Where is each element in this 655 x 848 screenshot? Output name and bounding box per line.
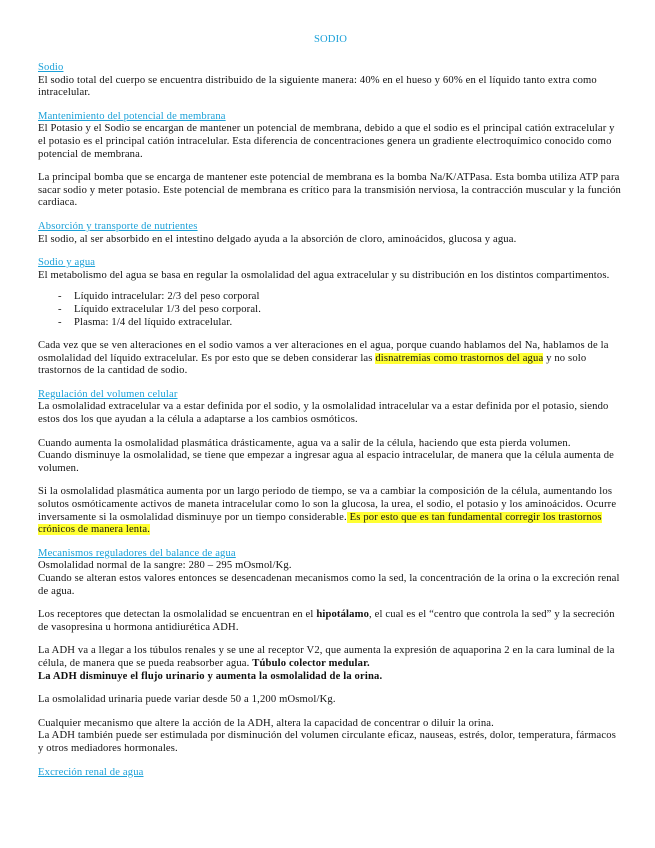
paragraph: El sodio total del cuerpo se encuentra distribuido de la siguiente manera: 40% en el hueso y 60% en el líquido tanto extra como intracelular. xyxy=(38,74,597,99)
section-membrana xyxy=(38,111,623,210)
section-volumen xyxy=(38,389,623,537)
text-span: Los receptores que detectan la osmolalidad se encuentran en el xyxy=(38,609,317,621)
heading-mecanismos: Mecanismos reguladores del balance de agua xyxy=(38,547,236,559)
heading-volumen: Regulación del volumen celular xyxy=(38,388,178,400)
paragraph: La osmolalidad urinaria puede variar desde 50 a 1,200 mOsmol/Kg. xyxy=(38,694,336,706)
bold-text: La ADH disminuye el flujo urinario y aumenta la osmolalidad de la orina. xyxy=(38,670,383,682)
compartment-list xyxy=(38,291,623,329)
paragraph xyxy=(38,340,623,378)
section-excrecion xyxy=(38,767,623,780)
section-mecanismos xyxy=(38,548,623,756)
paragraph: Osmolalidad normal de la sangre: 280 – 295 mOsmol/Kg. xyxy=(38,560,292,572)
heading-sodio: Sodio xyxy=(38,62,64,73)
paragraph xyxy=(38,609,623,634)
text-span: La ADH va a llegar a los túbulos renales y se une al receptor V2, que aumenta la expresión de aquaporina 2 en la cara luminal de la célula, de manera que se pueda reabsorber agua. xyxy=(38,645,615,669)
paragraph: El metabolismo del agua se basa en regular la osmolalidad del agua extracelular y su distribución en los distintos compartimentos. xyxy=(38,269,610,281)
highlighted-text: Es por esto que es tan fundamental corregir los trastornos crónicos de manera lenta. xyxy=(38,511,602,536)
paragraph xyxy=(38,671,623,684)
text-span: y no solo trastornos de la cantidad de sodio. xyxy=(38,352,587,377)
heading-agua: Sodio y agua xyxy=(38,257,96,269)
bold-text: hipotálamo xyxy=(316,609,370,621)
paragraph: Cuando aumenta la osmolalidad plasmática drásticamente, agua va a salir de la célula, haciendo que esta pierda volumen. xyxy=(38,437,571,449)
paragraph: La osmolalidad extracelular va a estar definida por el sodio, y la osmolalidad intracelular va a estar definida por el potasio, siendo estos dos los que ayudan a la célula a adaptarse a los cambios osmóticos. xyxy=(38,401,609,426)
paragraph: El sodio, al ser absorbido en el intestino delgado ayuda a la absorción de cloro, aminoácidos, glucosa y agua. xyxy=(38,233,517,245)
paragraph: La ADH también puede ser estimulada por disminución del volumen circulante eficaz, nauseas, estrés, dolor, temperatura, fármacos y otros mediadores hormonales. xyxy=(38,730,616,754)
list-item: - Líquido intracelular: 2/3 del peso corporal xyxy=(38,291,623,304)
highlighted-text: disnatremias como trastornos del agua xyxy=(375,352,544,364)
list-item: - Plasma: 1/4 del líquido extracelular. xyxy=(38,317,623,330)
paragraph: Cuando se alteran estos valores entonces se desencadenan mecanismos como la sed, la concentración de la orina o la excreción renal de agua. xyxy=(38,573,620,597)
paragraph: Cualquier mecanismo que altere la acción de la ADH, altera la capacidad de concentrar o diluir la orina. xyxy=(38,717,494,729)
heading-membrana: Mantenimiento del potencial de membrana xyxy=(38,110,226,122)
paragraph xyxy=(38,486,623,536)
paragraph xyxy=(38,645,623,670)
list-item: - Líquido extracelular 1/3 del peso corporal. xyxy=(38,304,623,317)
text-span: , el cual es el “centro que controla la sed” y la secreción de vasopresina u hormona antidiurética ADH. xyxy=(38,609,615,633)
paragraph: Cuando disminuye la osmolalidad, se tiene que empezar a ingresar agua al espacio intracelular, de manera que la célula aumenta de volumen. xyxy=(38,450,615,474)
section-sodio xyxy=(38,62,623,100)
paragraph: La principal bomba que se encarga de mantener este potencial de membrana es la bomba Na/K/ATPasa. Esta bomba utiliza ATP para sacar sodio y meter potasio. Este potencial de membrana es crítico para la transmisión nerviosa, la contracción muscular y la función cardiaca. xyxy=(38,172,621,209)
text-span: Si la osmolalidad plasmática aumenta por un largo periodo de tiempo, se va a cambiar la composición de la célula, aumentando los solutos osmóticamente activos de maneta intracelular como lo son la glucosa, la urea, el sodio, el potasio y los aminoácidos. Ocurre inversamente si la osmolalidad disminuye por un tiempo considerable. xyxy=(38,486,617,523)
section-agua xyxy=(38,257,623,378)
paragraph: El Potasio y el Sodio se encargan de mantener un potencial de membrana, debido a que el sodio es el principal catión extracelular y el potasio es el principal catión intracelular. Esta diferencia de concentraciones genera un gradiente electroquímico conocido como potencial de membrana. xyxy=(38,123,615,160)
document-page xyxy=(38,34,623,790)
text-span: Cada vez que se ven alteraciones en el sodio vamos a ver alteraciones en el agua, porque cuando hablamos del Na, hablamos de la osmolalidad del líquido extracelular. Es por esto que se deben considerar las xyxy=(38,340,609,364)
heading-absorcion: Absorción y transporte de nutrientes xyxy=(38,220,198,232)
heading-excrecion: Excreción renal de agua xyxy=(38,766,144,778)
document-title: SODIO xyxy=(313,34,348,45)
section-absorcion xyxy=(38,221,623,246)
bold-text: Túbulo colector medular. xyxy=(252,657,370,669)
